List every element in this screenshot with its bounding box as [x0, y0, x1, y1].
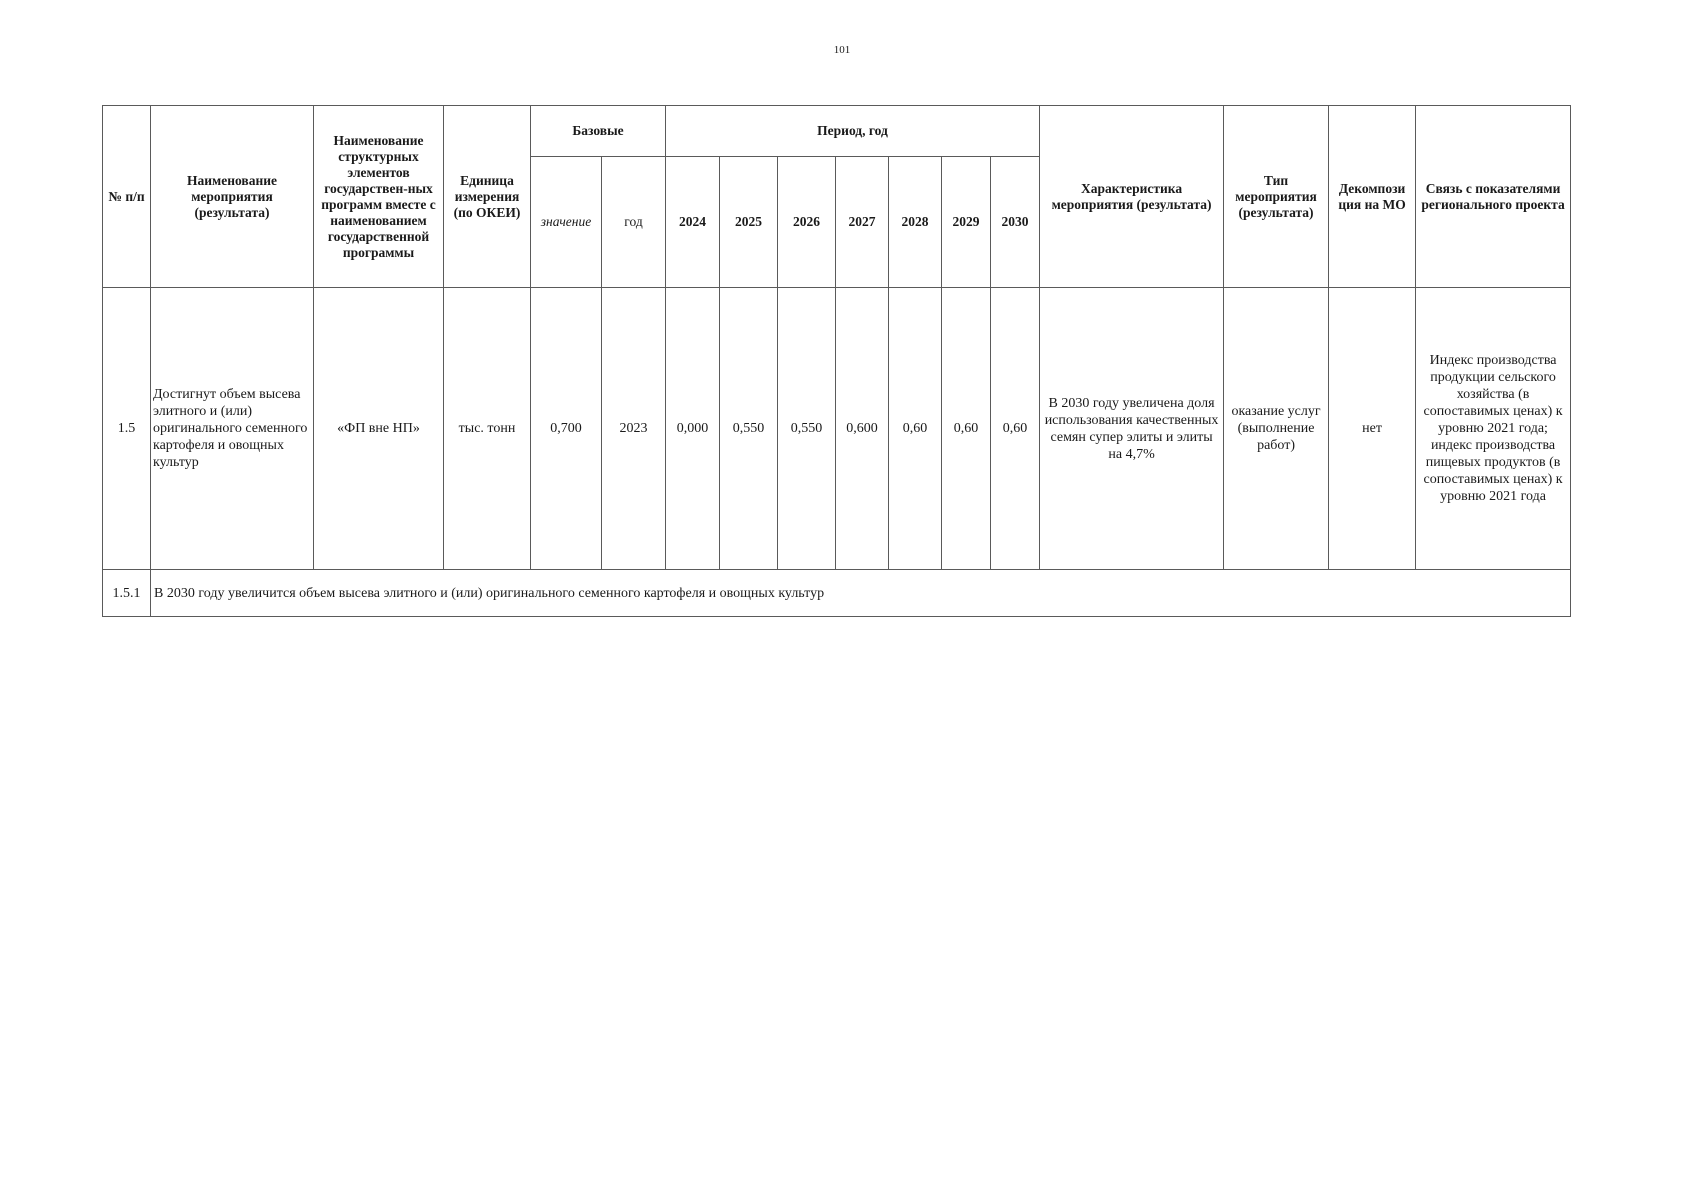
header-base: Базовые — [531, 106, 666, 157]
cell-num: 1.5 — [103, 288, 151, 570]
cell-value-2030: 0,60 — [991, 288, 1040, 570]
cell-name: Достигнут объем высева элитного и (или) оригинального семенного картофеля и овощных культур — [151, 288, 314, 570]
cell-characteristic: В 2030 году увеличена доля использования качественных семян супер элиты и элиты на 4,7% — [1040, 288, 1224, 570]
cell-value-2026: 0,550 — [778, 288, 836, 570]
header-year-2025: 2025 — [720, 157, 778, 288]
cell-structural: «ФП вне НП» — [314, 288, 444, 570]
cell-type: оказание услуг (выполнение работ) — [1224, 288, 1329, 570]
header-base-year: год — [602, 157, 666, 288]
header-name: Наименование мероприятия (результата) — [151, 106, 314, 288]
header-base-value: значение — [531, 157, 602, 288]
cell-value-2027: 0,600 — [836, 288, 889, 570]
table-row — [103, 288, 1571, 570]
header-year-2026: 2026 — [778, 157, 836, 288]
cell-value-2024: 0,000 — [666, 288, 720, 570]
measures-table — [102, 105, 1571, 617]
table-subrow — [103, 570, 1571, 617]
header-year-2024: 2024 — [666, 157, 720, 288]
header-year-2030: 2030 — [991, 157, 1040, 288]
header-row-1 — [103, 106, 1571, 157]
header-type: Тип мероприятия (результата) — [1224, 106, 1329, 288]
header-period: Период, год — [666, 106, 1040, 157]
header-unit: Единица измерения (по ОКЕИ) — [444, 106, 531, 288]
header-year-2028: 2028 — [889, 157, 942, 288]
header-decomposition: Декомпози ция на МО — [1329, 106, 1416, 288]
header-link: Связь с показателями регионального проекта — [1416, 106, 1571, 288]
header-characteristic: Характеристика мероприятия (результата) — [1040, 106, 1224, 288]
cell-base-value: 0,700 — [531, 288, 602, 570]
header-year-2029: 2029 — [942, 157, 991, 288]
page-number: 101 — [833, 44, 851, 56]
cell-value-2025: 0,550 — [720, 288, 778, 570]
cell-value-2028: 0,60 — [889, 288, 942, 570]
header-structural: Наименование структурных элементов государствен-ных программ вместе с наименованием государственной программы — [314, 106, 444, 288]
cell-value-2029: 0,60 — [942, 288, 991, 570]
cell-link: Индекс производства продукции сельского хозяйства (в сопоставимых ценах) к уровню 2021 года; индекс производства пищевых продуктов (в сопоставимых ценах) к уровню 2021 года — [1416, 288, 1571, 570]
header-year-2027: 2027 — [836, 157, 889, 288]
cell-subrow-num: 1.5.1 — [103, 570, 151, 617]
cell-subrow-text: В 2030 году увеличится объем высева элитного и (или) оригинального семенного картофеля и овощных культур — [151, 570, 1571, 617]
header-num: № п/п — [103, 106, 151, 288]
cell-decomposition: нет — [1329, 288, 1416, 570]
cell-base-year: 2023 — [602, 288, 666, 570]
cell-unit: тыс. тонн — [444, 288, 531, 570]
